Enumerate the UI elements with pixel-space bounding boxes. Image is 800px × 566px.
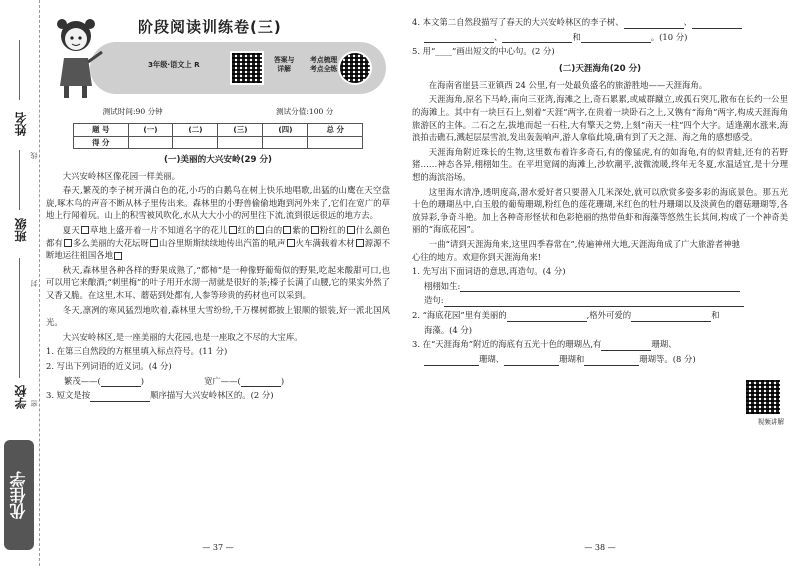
synonym-prompt: 繁茂——( (64, 375, 101, 386)
text-run: 火车满载着木材 (295, 237, 355, 248)
punct-box[interactable] (347, 226, 355, 234)
punct-box[interactable] (81, 226, 89, 234)
paragraph: 大兴安岭林区像花园一样美丽。 (62, 170, 181, 181)
text-run: 什么颜色都有 (46, 224, 391, 248)
answer-blank[interactable] (504, 365, 559, 366)
question-4: 4. 本文第二自然段描写了春天的大兴安岭林区的李子树、 、 (412, 16, 788, 29)
paragraph-with-boxes (46, 224, 390, 262)
synonym-prompt: 宽广——( (204, 375, 241, 386)
punct-box[interactable] (283, 226, 291, 234)
answer-blank[interactable] (241, 386, 281, 387)
answer-blank[interactable] (424, 365, 479, 366)
exam-badge: 考点梳理 考点全练 (310, 56, 338, 73)
page-number: — 38 — (584, 543, 616, 552)
answer-blank[interactable] (507, 321, 587, 322)
question-r3-line2 (412, 353, 788, 366)
answer-blank[interactable] (444, 306, 744, 307)
video-explain-label: 视频讲解 (757, 418, 784, 426)
question-text: ,格外可爱的 (586, 310, 632, 321)
table-row (74, 124, 363, 136)
question-text: 3. 短文是按 (46, 390, 91, 401)
answer-blank[interactable] (584, 365, 639, 366)
table-cell: (三) (218, 124, 263, 136)
binding-sidebar (0, 0, 40, 566)
table-row (74, 136, 363, 148)
paragraph: 天涯海角附近珠长的生物,这里数布着许多奇石,有的像猛虎,有的如海龟,有的似青蛙,还有的若野猪……神态各异,栩栩如生。在平坦宽阔的海滩上,沙软潮平,波微流暖,终年无冬夏,水温适宜,是十分理想的海滨浴场。 (412, 146, 788, 182)
question-r2-line2: 海藻。(4 分) (424, 324, 473, 335)
school-label: 学校 (14, 385, 28, 409)
text-run: 源源不断地运往祖国各地 (46, 237, 391, 261)
punct-box[interactable] (256, 226, 264, 234)
answer-blank[interactable] (692, 28, 742, 29)
question-text: 和 (572, 31, 581, 42)
text-run: 红的 (237, 224, 255, 235)
punct-box[interactable] (287, 239, 295, 247)
table-cell: (二) (173, 124, 218, 136)
paragraph: 这里海水清净,透明度高,潜水爱好者只要潜入几米深处,就可以欣赏多姿多彩的海底景色。那五光十色的珊瑚丛中,白玉般的葡萄珊瑚,粉红色的莲花珊瑚,米红色的牡丹珊瑚以及淡黄色的蘑菇珊瑚等,各放异彩,争奇斗艳。加上各种奇形怪状和色彩艳丽的热带鱼虾和海藻等悠然生长其间,构成了一个神奇美丽的“海底花园”。 (412, 186, 788, 235)
mascot-girl-icon (50, 14, 108, 100)
test-meta (46, 106, 390, 117)
test-time: 测试时间:90 分钟 (102, 107, 163, 116)
section-title: (一)美丽的大兴安岭(29 分) (163, 154, 272, 165)
text-run: 紫的 (292, 224, 310, 235)
table-cell: (一) (128, 124, 173, 136)
text-run: 多么美丽的大花坛呀 (72, 237, 149, 248)
question-r2 (412, 309, 788, 322)
answer-blank[interactable] (424, 42, 494, 43)
answer-blank[interactable] (460, 291, 740, 292)
score-table (73, 123, 363, 148)
table-cell: 题 号 (74, 124, 129, 136)
seal-mark-secret: 密 (30, 400, 38, 407)
paragraph: 大兴安岭林区,是一座美丽的大花园,也是一座取之不尽的大宝库。 (62, 331, 303, 342)
page-number: — 37 — (202, 543, 234, 552)
word-prompt: 栩栩如生: (424, 280, 461, 291)
text-run: 粉红的 (319, 224, 346, 235)
paragraph: 秋天,森林里各种各样的野果成熟了,“都柿”是一种像野葡萄似的野果,吃起来酸甜可口,也可以用它来酿酒;“刺里梅”的叶子用开水沏一沏就是很好的茶;榛子长满了山腰,它的果实外然了又香又脆。在这里,木耳、蘑菇到处都有,人参等珍贵的药材也可以采到。 (46, 264, 390, 300)
qr-code-round-icon (338, 51, 372, 85)
grade-label: 3年级·语文上 R (148, 60, 200, 69)
video-qr-code-icon[interactable] (744, 378, 782, 416)
score-input-cell[interactable] (218, 136, 263, 148)
question-text: 珊瑚等。(8 分) (639, 353, 696, 364)
score-input-cell[interactable] (173, 136, 218, 148)
punct-box[interactable] (356, 239, 364, 247)
question-r1-sentence (412, 294, 788, 307)
answer-blank[interactable] (90, 401, 150, 402)
answer-blank[interactable] (101, 386, 141, 387)
question-text: 和 (711, 310, 720, 321)
page-title: 阶段阅读训练卷(三) (138, 18, 282, 36)
answer-blank[interactable] (624, 28, 684, 29)
page-right (412, 14, 788, 554)
section-title: (二)天涯海角(20 分) (558, 63, 642, 74)
question-text: 顺序描写大兴安岭林区的。(2 分) (150, 390, 274, 401)
seal-mark-seal: 封 (30, 280, 38, 287)
synonym-pair (46, 375, 390, 388)
answer-blank[interactable] (601, 350, 651, 351)
question-4-line2: 、 和 。(10 分) (412, 31, 788, 44)
name-label: 姓名 (14, 112, 28, 136)
question-2: 2. 写出下列词语的近义词。(4 分) (46, 361, 172, 372)
paragraph: 在海南省崖县三亚镇西 24 公里,有一处最负盛名的旅游胜地——天涯海角。 (428, 79, 708, 90)
score-input-cell[interactable] (308, 136, 363, 148)
table-cell: 总 分 (308, 124, 363, 136)
question-3 (46, 389, 390, 402)
paragraph: 一曲“请到天涯海角来,这里四季春常在”,传遍神州大地,天涯海角成了广大旅游者神驰心往的地方。欢迎你到天涯海角来! (412, 239, 740, 262)
question-text: 4. 本文第二自然段描写了春天的大兴安岭林区的李子树、 (412, 17, 624, 27)
test-score: 测试分值:100 分 (275, 107, 334, 116)
punct-box[interactable] (311, 226, 319, 234)
score-input-cell[interactable] (263, 136, 308, 148)
synonym-item: 繁茂——( ) (64, 375, 145, 386)
question-1: 1. 在第三自然段的方框里填入标点符号。(11 分) (46, 346, 228, 357)
question-r3 (412, 338, 788, 351)
question-text: 2. “海底花园”里有美丽的 (412, 310, 507, 321)
text-run: 山谷里斯斯续续地传出汽笛的吼声 (158, 237, 286, 248)
header-banner (46, 14, 390, 102)
punct-box[interactable] (150, 239, 158, 247)
paragraph: 天涯海角,原名下马岭,南向三亚湾,海滩之上,奇石累累,或威群蹴立,或孤石突兀,散布在长约一公里的海滩上。其中有一块巨石上,刻着“天涯”两字,在贵着一块卧石之上,又镌有“海角”两字,构成天涯海角旅游区的主体。二石之左,拔地而起一石柱,大有擎天之势,上刻“南天一柱”四个大字。适逢潮水涨来,海浪拍击礁石,溅起层层雪浪,发出轰轰响声,游人拿临此境,确有到了天之涯、海之角的感想感受。 (412, 94, 788, 143)
class-line (19, 150, 20, 210)
answer-blank[interactable] (502, 42, 572, 43)
sentence-prompt: 造句: (424, 295, 444, 306)
seal-mark-line: 线 (30, 152, 38, 159)
punct-box[interactable] (229, 226, 237, 234)
question-r1: 1. 先写出下面词语的意思,再造句。(4 分) (412, 266, 566, 277)
name-line (19, 40, 20, 100)
question-text: 珊瑚和 (559, 353, 585, 364)
question-text: 珊瑚、 (651, 339, 677, 350)
question-text: 。(10 分) (650, 31, 688, 42)
question-r1-word (412, 280, 788, 293)
banner-bar (90, 42, 386, 94)
paragraph: 春天,繁茂的李子树开满白色的花,小巧的白鹅鸟在树上快乐地唱歌,出猛的山鹰在天空盘旋,啄木鸟的声音不断从林子里传出来。森林里的小野兽偷偷地跑到河外来了,它们在宽广的草地上行闻着玩。山上的积雪被风吹化,水从大大小小的河里往下流,流到很远很远的地方去。 (46, 185, 390, 221)
text-run: 夏天 (62, 224, 80, 235)
answer-blank[interactable] (631, 321, 711, 322)
punct-box[interactable] (114, 252, 122, 260)
text-run: 白的 (264, 224, 283, 235)
school-line (19, 258, 20, 378)
answer-blank[interactable] (581, 42, 651, 43)
page-left (46, 14, 390, 554)
text-run: 草地上盛开着一片不知道名字的花儿 (89, 224, 228, 235)
brand-logo: 优佳学 (4, 440, 34, 550)
qr-code-icon (230, 51, 264, 85)
paragraph: 冬天,凛冽的寒风猛烈地吹着,森林里大雪纷纷,千万棵树都披上银顺的银装,好一派北国风光。 (46, 304, 390, 328)
table-cell: (四) (263, 124, 308, 136)
score-input-cell[interactable] (128, 136, 173, 148)
question-text: 3. 在“天涯海角”附近的海底有五光十色的珊瑚丛,有 (412, 339, 602, 350)
synonym-item: 宽广——( ) (204, 375, 285, 386)
punct-box[interactable] (64, 239, 72, 247)
question-5: 5. 用“____”画出短文的中心句。(2 分) (412, 46, 555, 57)
table-cell: 得 分 (74, 136, 129, 148)
question-text: 珊瑚、 (479, 353, 505, 364)
answer-badge: 答案与 详解 (274, 56, 295, 73)
class-label: 班级 (14, 218, 28, 242)
